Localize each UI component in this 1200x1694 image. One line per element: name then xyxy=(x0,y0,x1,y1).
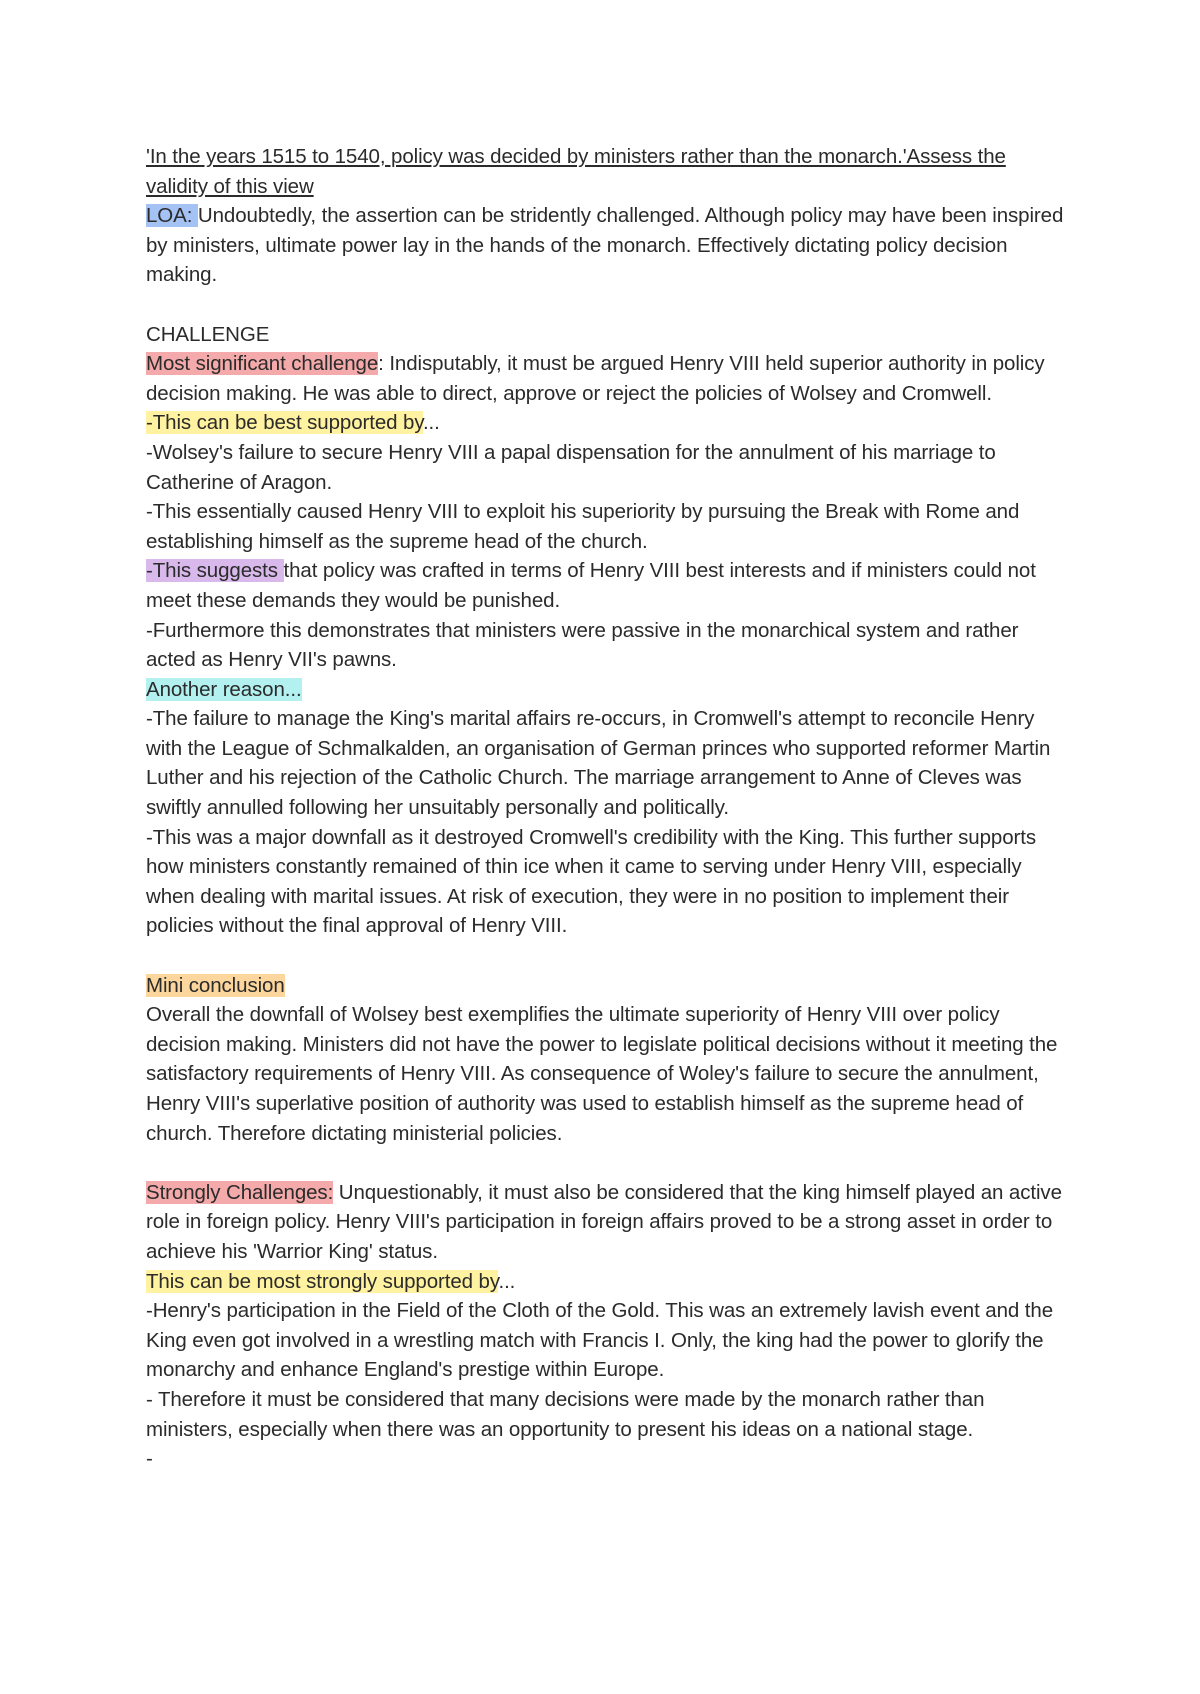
document-page xyxy=(146,142,1068,1474)
mini-conclusion-label: Mini conclusion xyxy=(146,973,285,997)
point-ministers-passive: -Furthermore this demonstrates that ministers were passive in the monarchical system and rather acted as Henry VII's pawns. xyxy=(146,618,1019,672)
point-wolsey-failure: -Wolsey's failure to secure Henry VIII a papal dispensation for the annulment of his marriage to Catherine of Aragon. xyxy=(146,440,996,494)
supported-line-1 xyxy=(146,408,1068,438)
supported-ellipsis-2: ... xyxy=(498,1269,516,1293)
most-significant-text: : Indisputably, it must be argued Henry VIII held superior authority in policy decision making. He was able to direct, approve or reject the policies of Wolsey and Cromwell. xyxy=(146,352,1045,405)
suggests-label: -This suggests xyxy=(146,559,284,583)
most-significant-paragraph xyxy=(146,349,1068,408)
challenge-heading: CHALLENGE xyxy=(146,322,270,346)
point-cromwell-downfall: -This was a major downfall as it destroyed Cromwell's credibility with the King. This further supports how ministers constantly remained of thin ice when it came to serving under Henry VIII, especially when dealing with marital issues. At risk of execution, they were in no position to implement their policies without the final approval of Henry VIII. xyxy=(146,825,1036,938)
another-reason-line xyxy=(146,675,1068,705)
strongly-challenges-label: Strongly Challenges: xyxy=(146,1180,334,1204)
point-empty-dash: - xyxy=(146,1447,153,1471)
another-reason-label: Another reason... xyxy=(146,677,302,701)
loa-paragraph xyxy=(146,201,1068,290)
blank-line xyxy=(146,941,1068,971)
loa-label: LOA: xyxy=(146,204,198,228)
blank-line xyxy=(146,1148,1068,1178)
suggests-text: that policy was crafted in terms of Henry VIII best interests and if ministers could not meet these demands they would be punished. xyxy=(146,559,1036,612)
point-cromwell-schmalkalden: -The failure to manage the King's marital affairs re-occurs, in Cromwell's attempt to reconcile Henry with the League of Schmalkalden, an organisation of German princes who supported reformer Martin Luther and his rejection of the Catholic Church. The marriage arrangement to Anne of Cleves was swiftly annulled following her unsuitably personally and politically. xyxy=(146,707,1051,820)
loa-text: Undoubtedly, the assertion can be stridently challenged. Although policy may have been inspired by ministers, ultimate power lay in the hands of the monarch. Effectively dictating policy decision making. xyxy=(146,204,1064,287)
point-field-of-cloth: -Henry's participation in the Field of the Cloth of the Gold. This was an extremely lavish event and the King even got involved in a wrestling match with Francis I. Only, the king had the power to glorify the monarchy and enhance England's prestige within Europe. xyxy=(146,1299,1053,1382)
supported-label-2: This can be most strongly supported by xyxy=(146,1269,499,1293)
most-significant-label: Most significant challenge xyxy=(146,352,379,376)
blank-line xyxy=(146,290,1068,320)
supported-line-2 xyxy=(146,1267,1068,1297)
essay-question xyxy=(146,142,1068,201)
point-break-with-rome: -This essentially caused Henry VIII to exploit his superiority by pursuing the Break with Rome and establishing himself as the supreme head of the church. xyxy=(146,500,1020,553)
supported-ellipsis-1: ... xyxy=(422,411,440,435)
essay-question-text: 'In the years 1515 to 1540, policy was decided by ministers rather than the monarch.'Assess the validity of this view xyxy=(146,145,1006,198)
mini-conclusion-text: Overall the downfall of Wolsey best exemplifies the ultimate superiority of Henry VIII over policy decision making. Ministers did not have the power to legislate political decisions without it meeting the satisfactory requirements of Henry VIII. As consequence of Woley's failure to secure the annulment, Henry VIII's superlative position of authority was used to establish himself as the supreme head of church. Therefore dictating ministerial policies. xyxy=(146,1003,1058,1145)
strongly-challenges-text: Unquestionably, it must also be considered that the king himself played an active role in foreign policy. Henry VIII's participation in foreign affairs proved to be a strong asset in order to achieve his 'Warrior King' status. xyxy=(146,1180,1062,1263)
suggests-paragraph xyxy=(146,556,1068,615)
strongly-challenges-paragraph xyxy=(146,1178,1068,1267)
supported-label-1: -This can be best supported by xyxy=(146,411,423,435)
mini-conclusion-heading xyxy=(146,971,1068,1001)
point-monarch-decisions: - Therefore it must be considered that many decisions were made by the monarch rather than ministers, especially when there was an opportunity to present his ideas on a national stage. xyxy=(146,1387,985,1441)
